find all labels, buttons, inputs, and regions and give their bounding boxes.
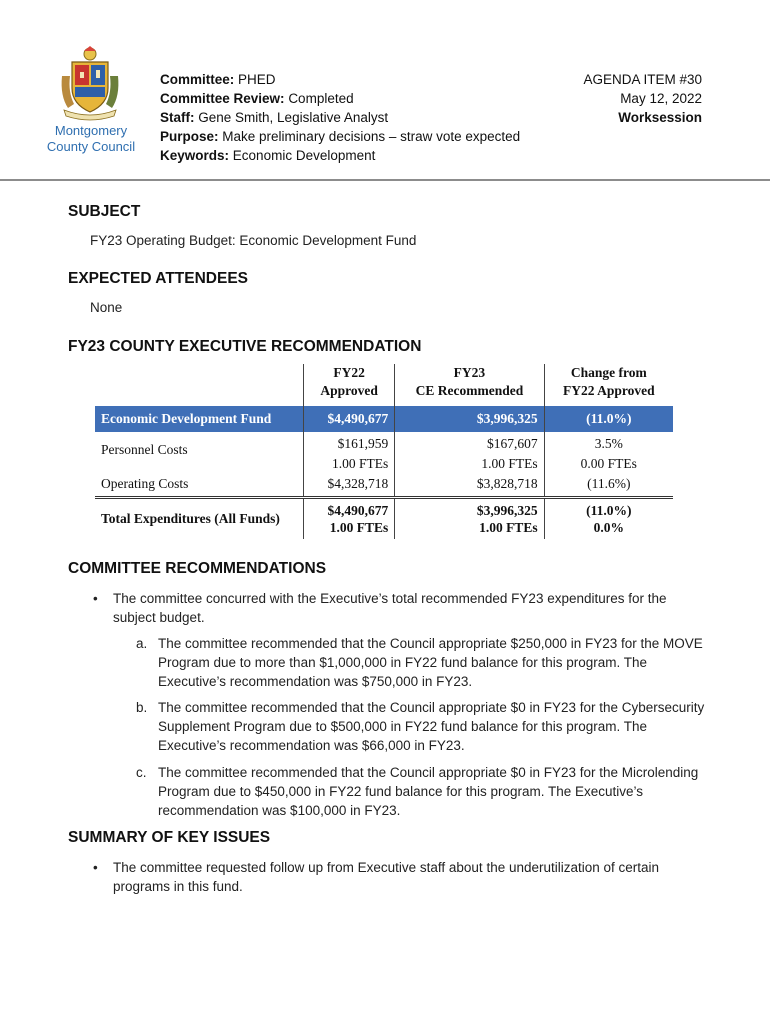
- key-issues-bullet-text: The committee requested follow up from Executive staff about the underutilization of certain programs in this fund.: [113, 860, 660, 894]
- table-row-fund: [95, 406, 673, 432]
- total-label: Total Expenditures (All Funds): [95, 498, 304, 540]
- agenda-item-number: AGENDA ITEM #30: [583, 72, 702, 87]
- list-item-label: c.: [136, 765, 147, 780]
- operating-fy23: $3,828,718: [395, 474, 544, 498]
- review-line: Committee Review: Completed: [160, 91, 354, 106]
- operating-change: (11.6%): [587, 476, 631, 491]
- total-change: (11.0%) 0.0%: [544, 498, 673, 540]
- operating-label: Operating Costs: [95, 474, 304, 498]
- personnel-fy23: $167,607 1.00 FTEs: [395, 432, 544, 474]
- operating-fy22: $4,328,718: [304, 474, 395, 498]
- list-item: [136, 698, 708, 755]
- list-item-label: b.: [136, 700, 148, 715]
- key-issues-heading: SUMMARY OF KEY ISSUES: [68, 829, 271, 846]
- meeting-metadata: [160, 70, 520, 165]
- list-item-text: The committee recommended that the Council appropriate $0 in FY23 for the Cybersecurity Supplement Program due to $500,000 in FY22 fund balance for this program. The Executive’s recommendation was $66,000 in FY23.: [158, 700, 705, 753]
- subject-heading: SUBJECT: [68, 203, 141, 220]
- attendees-text: None: [90, 300, 123, 315]
- bullet-icon: •: [93, 860, 98, 875]
- personnel-label: Personnel Costs: [95, 432, 304, 474]
- header-divider: [0, 179, 770, 181]
- council-name-line2: County Council: [46, 139, 136, 154]
- committee-line: Committee: PHED: [160, 72, 276, 87]
- committee-recommendations-heading: COMMITTEE RECOMMENDATIONS: [68, 560, 327, 577]
- list-item: [136, 634, 708, 691]
- attendees-heading: EXPECTED ATTENDEES: [68, 270, 248, 287]
- subject-text: FY23 Operating Budget: Economic Development Fund: [90, 233, 417, 248]
- table-row-personnel: [95, 432, 673, 474]
- budget-table: [95, 364, 673, 539]
- session-type: Worksession: [618, 110, 702, 125]
- header-blank-cell: [95, 364, 304, 406]
- council-name-line1: Montgomery: [54, 123, 128, 138]
- keywords-line: Keywords: Economic Development: [160, 148, 376, 163]
- personnel-change: 3.5% 0.00 FTEs: [580, 436, 637, 471]
- meeting-date: May 12, 2022: [620, 91, 702, 106]
- bullet-icon: •: [93, 591, 98, 606]
- fund-label: Economic Development Fund: [95, 406, 304, 432]
- list-item-text: The committee recommended that the Council appropriate $250,000 in FY23 for the MOVE Program due to more than $1,000,000 in FY22 fund balance for this program. The Executive’s recommendation was $750,000 in FY23.: [158, 636, 703, 689]
- table-row-total: [95, 498, 673, 540]
- list-item-label: a.: [136, 636, 148, 651]
- purpose-line: Purpose: Make preliminary decisions – straw vote expected: [160, 129, 521, 144]
- agenda-info: [583, 70, 702, 127]
- header-fy23: FY23 CE Recommended: [395, 364, 544, 406]
- fund-fy23: $3,996,325: [395, 406, 544, 432]
- header-fy22: FY22 Approved: [304, 364, 395, 406]
- ce-recommendation-heading: FY23 COUNTY EXECUTIVE RECOMMENDATION: [68, 338, 422, 355]
- table-row-operating: [95, 474, 673, 498]
- personnel-fy22: $161,959 1.00 FTEs: [304, 432, 395, 474]
- council-seal-logo: [58, 46, 122, 122]
- header-change: Change from FY22 Approved: [562, 365, 655, 398]
- committee-recommendation-bullet: [93, 589, 703, 627]
- key-issues-bullet: [93, 858, 703, 896]
- council-name: [40, 123, 142, 155]
- list-item: [136, 763, 708, 820]
- staff-line: Staff: Gene Smith, Legislative Analyst: [160, 110, 389, 125]
- fund-fy22: $4,490,677: [304, 406, 395, 432]
- total-fy22: $4,490,677 1.00 FTEs: [304, 498, 395, 540]
- committee-bullet-text: The committee concurred with the Executive’s total recommended FY23 expenditures for the subject budget.: [113, 591, 667, 625]
- total-fy23: $3,996,325 1.00 FTEs: [395, 498, 544, 540]
- fund-change: (11.0%): [544, 406, 673, 432]
- table-header-row: [95, 364, 673, 406]
- list-item-text: The committee recommended that the Council appropriate $0 in FY23 for the Microlending Program due to $450,000 in FY22 fund balance for this program. The Executive’s recommendation was $100,000 in FY23.: [158, 765, 699, 818]
